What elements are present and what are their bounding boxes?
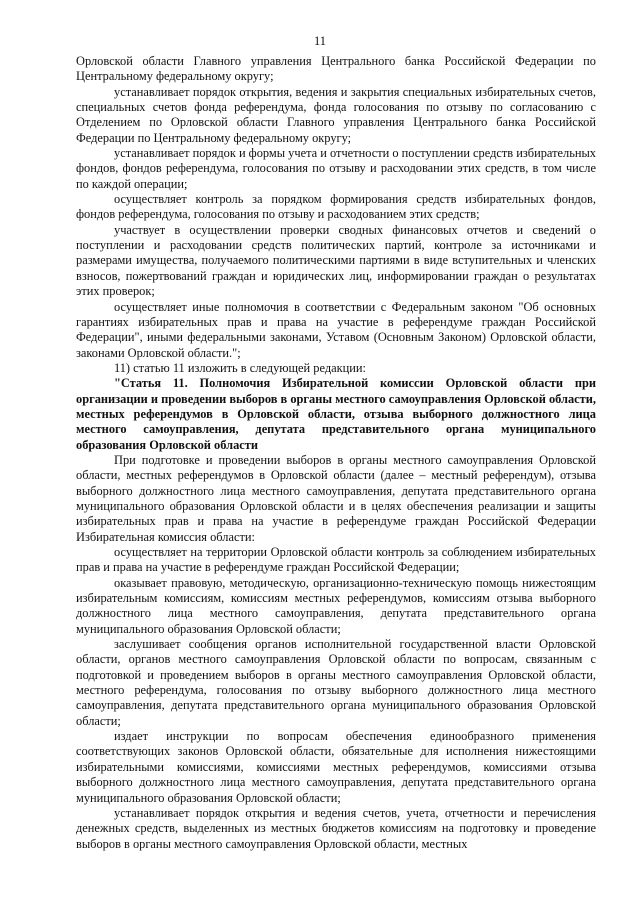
paragraph: заслушивает сообщения органов исполнительной государственной власти Орловской области, органов местного самоуправления Орловской области по вопросам, связанным с подготовкой и проведением выборов в органы местного самоуправления Орловской области, местного референдума, голосования по отзыву выборного должностного лица местного самоуправления, депутата представительного органа муниципального образования Орловской области; (76, 637, 596, 728)
paragraph: осуществляет контроль за порядком формирования средств избирательных фондов, фондов референдума, голосования по отзыву и расходованием этих средств; (76, 192, 596, 222)
paragraph: участвует в осуществлении проверки сводных финансовых отчетов и сведений о поступлении и расходовании средств политических партий, контроле за источниками и размерами имущества, получаемого политическими партиями в виде вступительных и членских взносов, пожертвований граждан и юридических лиц, информировании граждан о результатах этих проверок; (76, 222, 596, 299)
paragraph: 11) статью 11 изложить в следующей редакции: (114, 360, 366, 375)
paragraph: устанавливает порядок и формы учета и отчетности о поступлении средств избирательных фондов, фондов референдума, голосования по отзыву и расходовании этих средств, в том числе по каждой операции; (76, 146, 596, 191)
paragraph: осуществляет иные полномочия в соответствии с Федеральным законом "Об основных гарантиях избирательных прав и права на участие в референдуме граждан Российской Федерации", иными федеральными законами, Уставом (Основным Законом) Орловской области, законами Орловской области."; (76, 299, 596, 360)
paragraph: издает инструкции по вопросам обеспечения единообразного применения соответствующих законов Орловской области, обязательные для исполнения нижестоящими избирательными комиссиями, комиссиями местных референдумов, комиссиями отзыва выборного должностного лица местного самоуправления, депутата представительного органа муниципального образования Орловской области; (76, 729, 596, 805)
paragraph: устанавливает порядок открытия, ведения и закрытия специальных избирательных счетов, специальных счетов фонда референдума, фонда голосования по отзыву по согласованию с Отделением по Орловской области Главного управления Центрального банка Российской Федерации по Центральному федеральному округу; (76, 84, 596, 145)
paragraph: устанавливает порядок открытия и ведения счетов, учета, отчетности и перечисления денежных средств, выделенных из местных бюджетов комиссиям на подготовку и проведение выборов в органы местного самоуправления Орловской области, местных (76, 805, 596, 851)
paragraph: Орловской области Главного управления Центрального банка Российской Федерации по Центральному федеральному округу; (76, 54, 596, 84)
paragraph: осуществляет на территории Орловской области контроль за соблюдением избирательных прав и права на участие в референдуме граждан Российской Федерации; (76, 545, 596, 575)
paragraph: При подготовке и проведении выборов в органы местного самоуправления Орловской области, местных референдумов в Орловской области (далее – местный референдум), отзыва выборного должностного лица местного самоуправления, депутата представительного органа муниципального образования Орловской области и в целях обеспечения реализации и защиты избирательных прав и права на участие в референдуме граждан Российской Федерации Избирательная комиссия области: (76, 452, 596, 544)
document-body (76, 54, 596, 852)
paragraph: оказывает правовую, методическую, организационно-техническую помощь нижестоящим избирательным комиссиям, комиссиям местных референдумов, комиссиям отзыва выборного должностного лица местного самоуправления, депутата представительного органа муниципального образования Орловской области; (76, 575, 596, 636)
page-number: 11 (313, 34, 327, 48)
article-heading: "Статья 11. Полномочия Избирательной комиссии Орловской области при организации и проведении выборов в органы местного самоуправления Орловской области, местных референдумов в Орловской области, отзыва выборного должностного лица местного самоуправления, депутата представительного органа муниципального образования Орловской области (76, 376, 596, 452)
